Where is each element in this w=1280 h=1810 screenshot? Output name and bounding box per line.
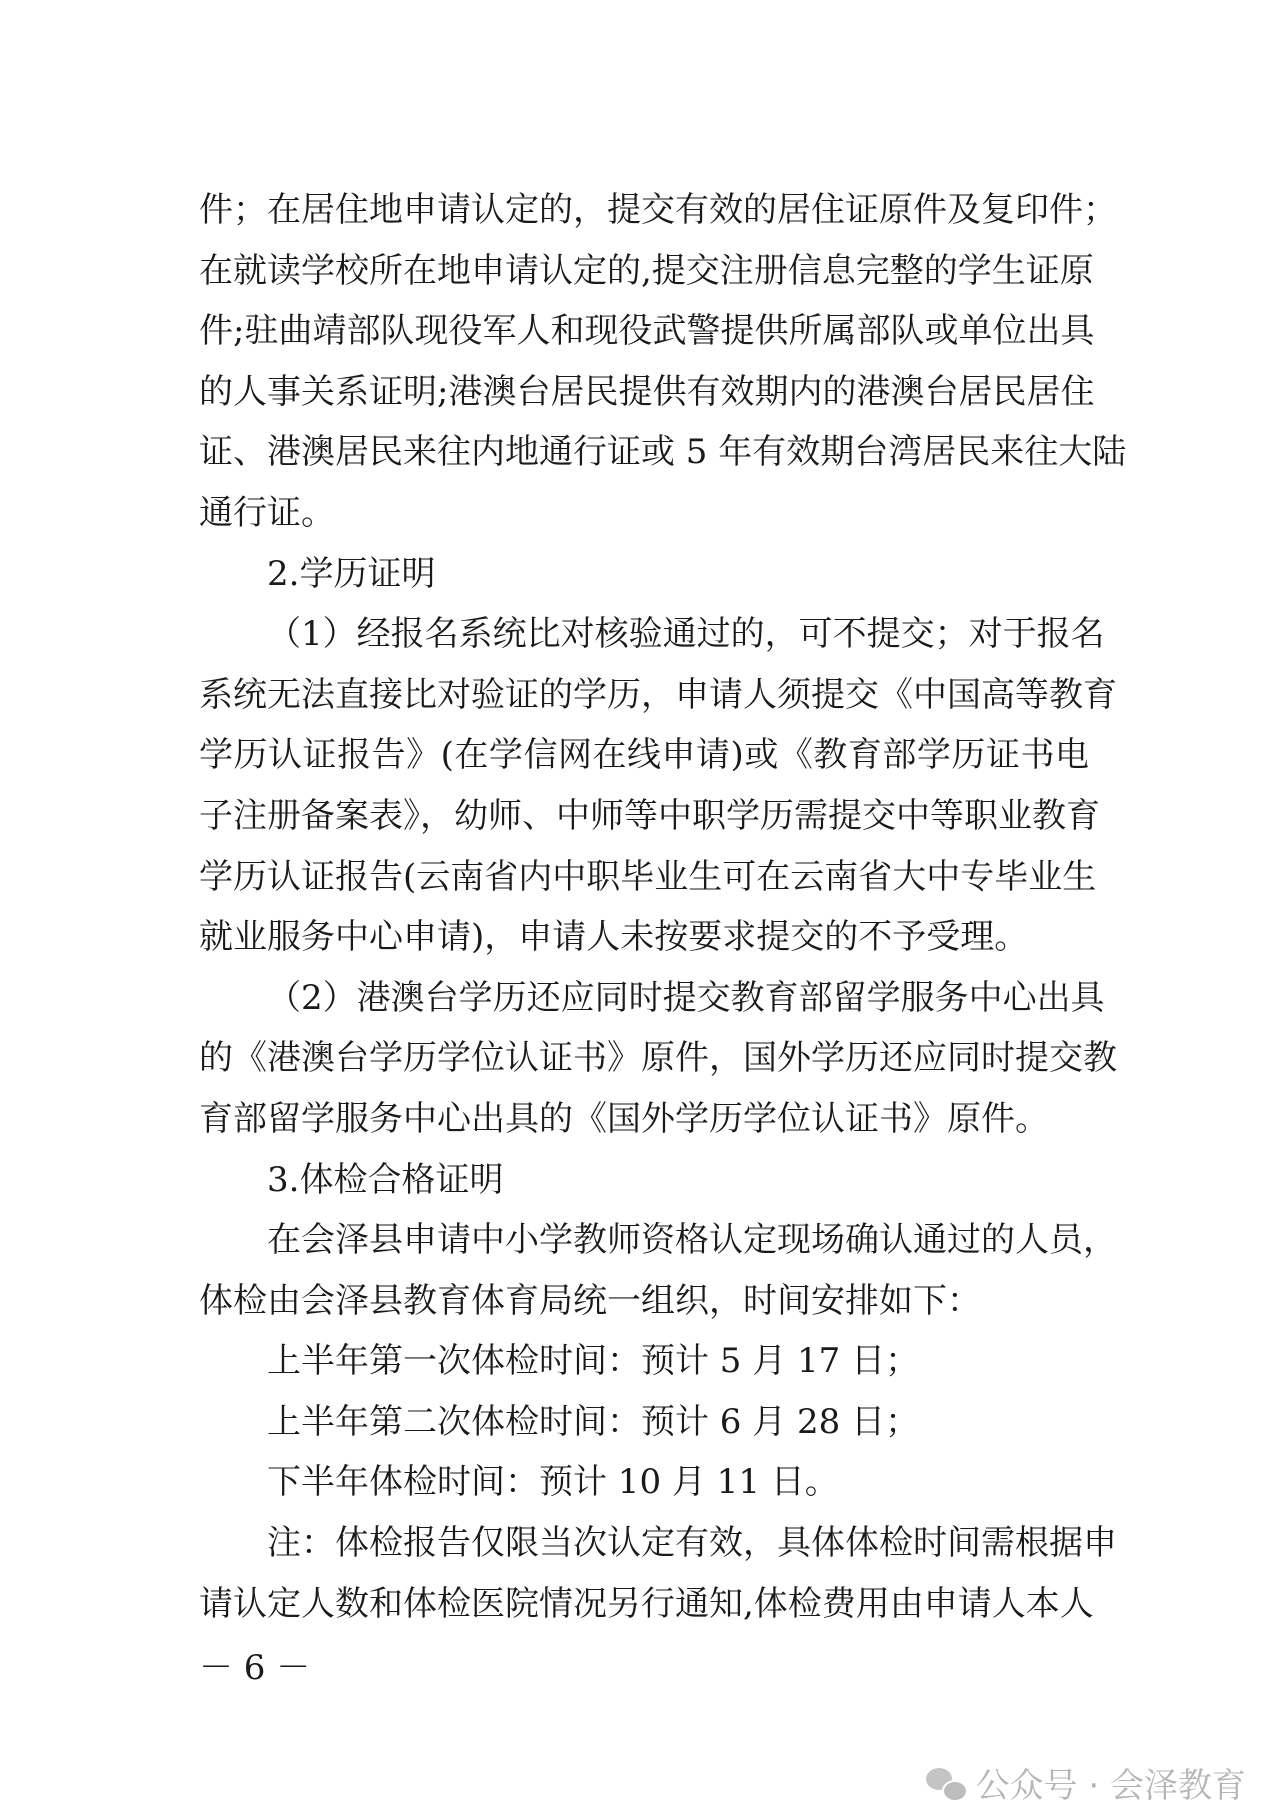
- section-heading-education: 2.学历证明: [267, 553, 436, 594]
- text-line: 育部留学服务中心出具的《国外学历学位认证书》原件。: [199, 1098, 1049, 1139]
- text-line: 学历认证报告》(在学信网在线申请)或《教育部学历证书电: [199, 735, 1089, 776]
- text-line: 件;驻曲靖部队现役军人和现役武警提供所属部队或单位出具: [199, 311, 1095, 352]
- text-line: 系统无法直接比对验证的学历，申请人须提交《中国高等教育: [199, 674, 1117, 715]
- text-line: 就业服务中心申请)，申请人未按要求提交的不予受理。: [199, 917, 1029, 958]
- text-line: （1）经报名系统比对核验通过的，可不提交；对于报名: [267, 614, 1105, 655]
- paragraph-note: [199, 1513, 1117, 1634]
- text-line: 注：体检报告仅限当次认定有效，具体体检时间需根据申: [267, 1523, 1117, 1564]
- watermark: [926, 1758, 1246, 1807]
- document-body: [199, 180, 1127, 1634]
- text-line: 子注册备案表》，幼师、中师等中职学历需提交中等职业教育: [199, 795, 1100, 836]
- text-line: 在会泽县申请中小学教师资格认定现场确认通过的人员，: [267, 1220, 1117, 1261]
- schedule-item-first: 上半年第一次体检时间：预计 5 月 17 日；: [267, 1341, 920, 1382]
- text-line: 通行证。: [199, 492, 335, 533]
- text-line: 证、港澳居民来往内地通行证或 5 年有效期台湾居民来往大陆: [199, 432, 1127, 473]
- wechat-icon: [926, 1766, 966, 1800]
- text-line: 的《港澳台学历学位认证书》原件，国外学历还应同时提交教: [199, 1038, 1117, 1079]
- paragraph-education-2: [199, 968, 1117, 1150]
- text-line: 学历认证报告(云南省内中职毕业生可在云南省大中专毕业生: [199, 856, 1097, 897]
- text-line: 体检由会泽县教育体育局统一组织，时间安排如下：: [199, 1280, 981, 1321]
- paragraph-id-documents: [199, 180, 1127, 544]
- page-number: － 6 －: [199, 1648, 311, 1688]
- paragraph-health-check: [199, 1210, 1117, 1331]
- text-line: 请认定人数和体检医院情况另行通知,体检费用由申请人本人: [199, 1583, 1094, 1624]
- text-line: 件；在居住地申请认定的，提交有效的居住证原件及复印件；: [199, 190, 1117, 230]
- schedule-item-third: 下半年体检时间：预计 10 月 11 日。: [267, 1462, 839, 1503]
- watermark-text: 公众号 · 会泽教育: [975, 1766, 1246, 1806]
- paragraph-education-1: [199, 604, 1117, 968]
- text-line: （2）港澳台学历还应同时提交教育部留学服务中心出具: [267, 977, 1105, 1018]
- section-heading-health-check: 3.体检合格证明: [267, 1159, 504, 1200]
- text-line: 的人事关系证明;港澳台居民提供有效期内的港澳台居民居住: [199, 371, 1095, 412]
- text-line: 在就读学校所在地申请认定的,提交注册信息完整的学生证原: [199, 250, 1094, 291]
- schedule-item-second: 上半年第二次体检时间：预计 6 月 28 日；: [267, 1401, 920, 1442]
